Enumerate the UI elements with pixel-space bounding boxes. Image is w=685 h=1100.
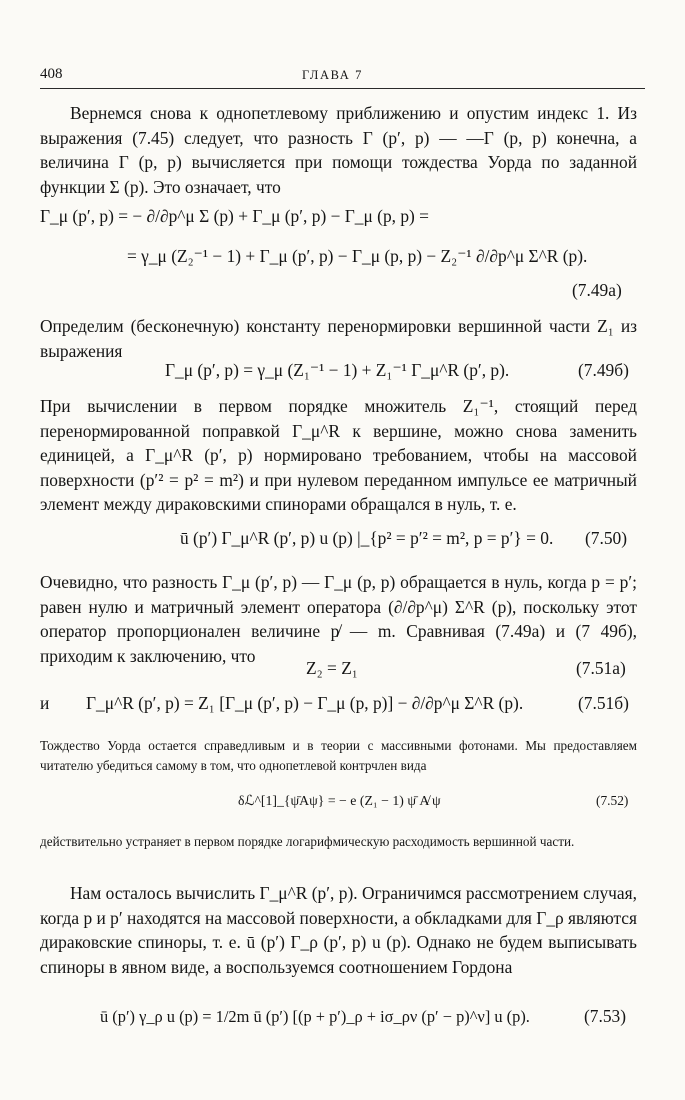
equation-7-49a-line2: = γ_μ (Z₂⁻¹ − 1) + Γ_μ (p′, p) − Γ_μ (p, p) − Z₂⁻¹ ∂/∂p^μ Σ^R (p). <box>127 246 588 266</box>
note-ward-identity: Тождество Уорда остается справедливым и в теории с массивными фотонами. Мы предоставляем читателю убедиться самому в том, что однопетлевой контрчлен вида <box>40 738 637 773</box>
paragraph-define-z1: Определим (бесконечную) константу перенормировки вершинной части Z₁ из выражения <box>40 316 637 361</box>
equation-number: (7.52) <box>596 793 629 808</box>
note-divergence: действительно устраняет в первом порядке логарифмическую расходимость вершинной части. <box>40 834 575 849</box>
equation-7-51b: Γ_μ^R (p′, p) = Z₁ [Γ_μ (p′, p) − Γ_μ (p, p)] − ∂/∂p^μ Σ^R (p). <box>86 693 524 713</box>
chapter-title: ГЛАВА 7 <box>302 68 363 82</box>
page-header <box>40 64 645 89</box>
equation-7-50: ū (p′) Γ_μ^R (p′, p) u (p) |_{p² = p′² = m², p = p′} = 0. <box>180 528 554 548</box>
equation-7-53: ū (p′) γ_ρ u (p) = 1/2m ū (p′) [(p + p′)_ρ + iσ_ρν (p′ − p)^ν] u (p). <box>100 1007 530 1026</box>
equation-number: (7.51а) <box>576 658 626 678</box>
paragraph-gordon: Нам осталось вычислить Γ_μ^R (p′, p). Ограничимся рассмотрением случая, когда p и p′ находятся на массовой поверхности, а обкладками для Γ_ρ являются дираковские спиноры, т. е. ū (p′) Γ_ρ (p′, p) u (p). Однако не будем выписывать спиноры в явном виде, а воспользуемся соотношением Гордона <box>40 883 637 977</box>
paragraph-difference: Очевидно, что разность Γ_μ (p′, p) — Γ_μ (p, p) обращается в нуль, когда p = p′; равен нулю и матричный элемент оператора (∂/∂p^μ) Σ^R (p), поскольку этот оператор пропорционален величине p̸ — m. Сравнивая (7.49а) и (7 49б), приходим к заключению, что <box>40 572 637 666</box>
paragraph-intro: Вернемся снова к однопетлевому приближению и опустим индекс 1. Из выражения (7.45) следует, что разность Γ (p′, p) — —Γ (p, p) конечна, а величина Γ (p, p) вычисляется при помощи тождества Уорда по заданной функции Σ (p). Это означает, что <box>40 103 637 197</box>
conjunction-and: и <box>40 693 50 713</box>
equation-7-52: δℒ^[1]_{ψ̄Aψ} = − e (Z₁ − 1) ψ̄ A̸ ψ <box>238 793 441 808</box>
equation-7-51a: Z₂ = Z₁ <box>306 658 358 678</box>
equation-number: (7.49а) <box>572 280 622 300</box>
equation-number: (7.49б) <box>578 360 629 380</box>
page-number: 408 <box>40 66 63 82</box>
equation-7-49a-line1: Γ_μ (p′, p) = − ∂/∂p^μ Σ (p) + Γ_μ (p′, p) − Γ_μ (p, p) = <box>40 206 429 226</box>
equation-number: (7.53) <box>584 1006 627 1026</box>
paragraph-normalization: При вычислении в первом порядке множитель Z₁⁻¹, стоящий перед перенормированной поправкой Γ_μ^R к вершине, можно снова заменить единицей, а Γ_μ^R (p′, p) нормировано требованием, чтобы на массовой поверхности (p′² = p² = m²) и при нулевом переданном импульсе ее матричный элемент между дираковскими спинорами обращался в нуль, т. е. <box>40 396 637 515</box>
equation-7-49b: Γ_μ (p′, p) = γ_μ (Z₁⁻¹ − 1) + Z₁⁻¹ Γ_μ^R (p′, p). <box>165 360 510 380</box>
equation-number: (7.50) <box>585 528 628 548</box>
equation-number: (7.51б) <box>578 693 629 713</box>
